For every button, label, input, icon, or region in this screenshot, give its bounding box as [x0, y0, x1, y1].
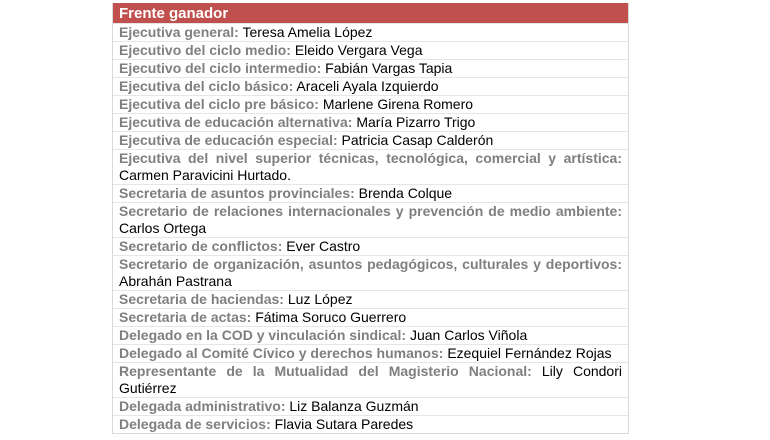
position-label: Delegado en la COD y vinculación sindical: — [119, 327, 407, 343]
person-name: Patricia Casap Calderón — [341, 132, 494, 148]
table-row — [113, 255, 628, 290]
officers-table — [112, 3, 629, 434]
table-title: Frente ganador — [113, 3, 628, 23]
table-row — [113, 113, 628, 131]
table-row — [113, 290, 628, 308]
table-row — [113, 149, 628, 184]
table-row — [113, 415, 628, 433]
person-name: Carmen Paravicini Hurtado. — [119, 167, 291, 183]
table-row — [113, 59, 628, 77]
table-row — [113, 184, 628, 202]
position-label: Delegado al Comité Cívico y derechos humanos: — [119, 345, 444, 361]
person-name: María Pizarro Trigo — [356, 114, 476, 130]
position-label: Secretaria de actas: — [119, 309, 252, 325]
position-label: Representante de la Mutualidad del Magisterio Nacional: — [119, 363, 532, 379]
position-label: Secretario de organización, asuntos pedagógicos, culturales y deportivos: — [119, 256, 622, 272]
person-name: Ever Castro — [286, 238, 361, 254]
person-name: Abrahán Pastrana — [119, 273, 232, 289]
table-row — [113, 202, 628, 237]
person-name: Carlos Ortega — [119, 220, 207, 236]
position-label: Secretaria de haciendas: — [119, 291, 284, 307]
person-name: Luz López — [287, 291, 353, 307]
table-body — [113, 23, 628, 433]
person-name: Eleido Vergara Vega — [294, 42, 423, 58]
person-name: Fabián Vargas Tapia — [325, 60, 453, 76]
table-row — [113, 362, 628, 397]
table-row — [113, 308, 628, 326]
position-label: Secretario de conflictos: — [119, 238, 283, 254]
person-name: Fátima Soruco Guerrero — [255, 309, 407, 325]
position-label: Ejecutiva de educación especial: — [119, 132, 338, 148]
table-row — [113, 77, 628, 95]
table-row — [113, 397, 628, 415]
position-label: Delegada de servicios: — [119, 416, 271, 432]
position-label: Delegada administrativo: — [119, 398, 286, 414]
position-label: Ejecutiva del nivel superior técnicas, tecnológica, comercial y artística: — [119, 150, 622, 166]
person-name: Teresa Amelia López — [242, 24, 373, 40]
person-name: Juan Carlos Viñola — [409, 327, 528, 343]
table-row — [113, 95, 628, 113]
table-row — [113, 131, 628, 149]
table-row — [113, 237, 628, 255]
position-label: Secretaria de asuntos provinciales: — [119, 185, 355, 201]
table-row — [113, 23, 628, 41]
person-name: Flavia Sutara Paredes — [274, 416, 414, 432]
table-row — [113, 41, 628, 59]
position-label: Ejecutiva del ciclo básico: — [119, 78, 294, 94]
person-name: Brenda Colque — [358, 185, 453, 201]
position-label: Secretario de relaciones internacionales y prevención de medio ambiente: — [119, 203, 622, 219]
person-name: Araceli Ayala Izquierdo — [296, 78, 439, 94]
position-label: Ejecutiva de educación alternativa: — [119, 114, 353, 130]
position-label: Ejecutivo del ciclo medio: — [119, 42, 291, 58]
person-name: Ezequiel Fernández Rojas — [447, 345, 612, 361]
position-label: Ejecutivo del ciclo intermedio: — [119, 60, 322, 76]
person-name: Liz Balanza Guzmán — [289, 398, 419, 414]
person-name: Marlene Girena Romero — [322, 96, 474, 112]
person-name: Lily Condori Gutiérrez — [119, 363, 622, 396]
position-label: Ejecutiva del ciclo pre básico: — [119, 96, 319, 112]
table-row — [113, 326, 628, 344]
table-row — [113, 344, 628, 362]
position-label: Ejecutiva general: — [119, 24, 239, 40]
